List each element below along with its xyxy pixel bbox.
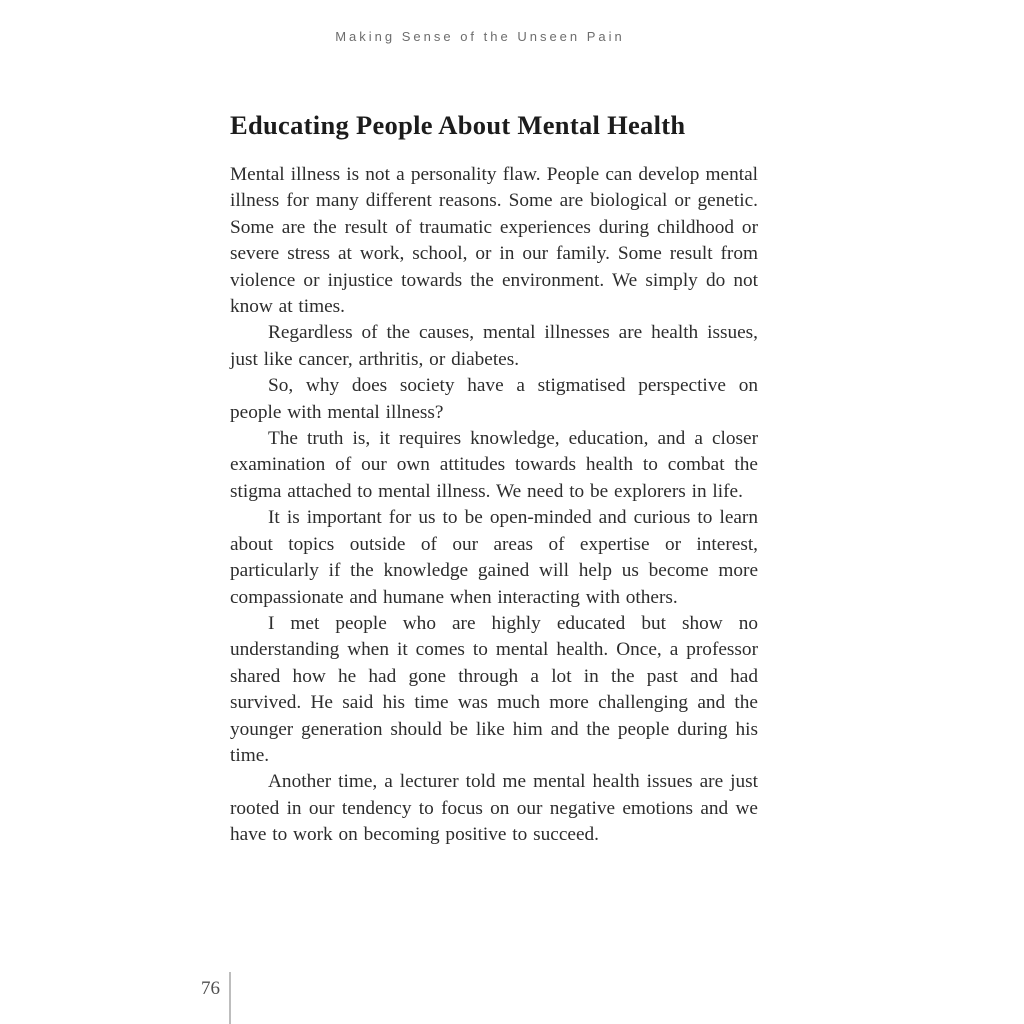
paragraph: So, why does society have a stigmatised perspective on people with mental illness? [230, 375, 758, 423]
paragraph: Mental illness is not a personality flaw. People can develop mental illness for many different reasons. Some are biological or genetic. Some are the result of traumatic experiences during childhood or severe stress at work, school, or in our family. Some result from violence or injustice towards the environment. We simply do not know at times. [230, 164, 758, 318]
paragraph: It is important for us to be open-minded and curious to learn about topics outside of our areas of expertise or interest, particularly if the knowledge gained will help us become more compassionate and humane when interacting with others. [230, 507, 758, 608]
running-header: Making Sense of the Unseen Pain [335, 29, 625, 44]
page-number: 76 [201, 978, 220, 999]
footer-rule [229, 972, 231, 1024]
paragraph: The truth is, it requires knowledge, education, and a closer examination of our own attitudes towards health to combat the stigma attached to mental illness. We need to be explorers in life. [230, 428, 758, 502]
paragraph: Another time, a lecturer told me mental health issues are just rooted in our tendency to focus on our negative emotions and we have to work on becoming positive to succeed. [230, 771, 758, 846]
paragraph: I met people who are highly educated but show no understanding when it comes to mental health. Once, a professor shared how he had gone through a lot in the past and had survived. He said his time was much more challenging and the younger generation should be like him and the people during his time. [230, 612, 758, 766]
page-content [230, 110, 758, 849]
chapter-title: Educating People About Mental Health [230, 110, 686, 140]
paragraph: Regardless of the causes, mental illnesses are health issues, just like cancer, arthritis, or diabetes. [230, 322, 758, 370]
body-paragraphs [230, 162, 758, 849]
